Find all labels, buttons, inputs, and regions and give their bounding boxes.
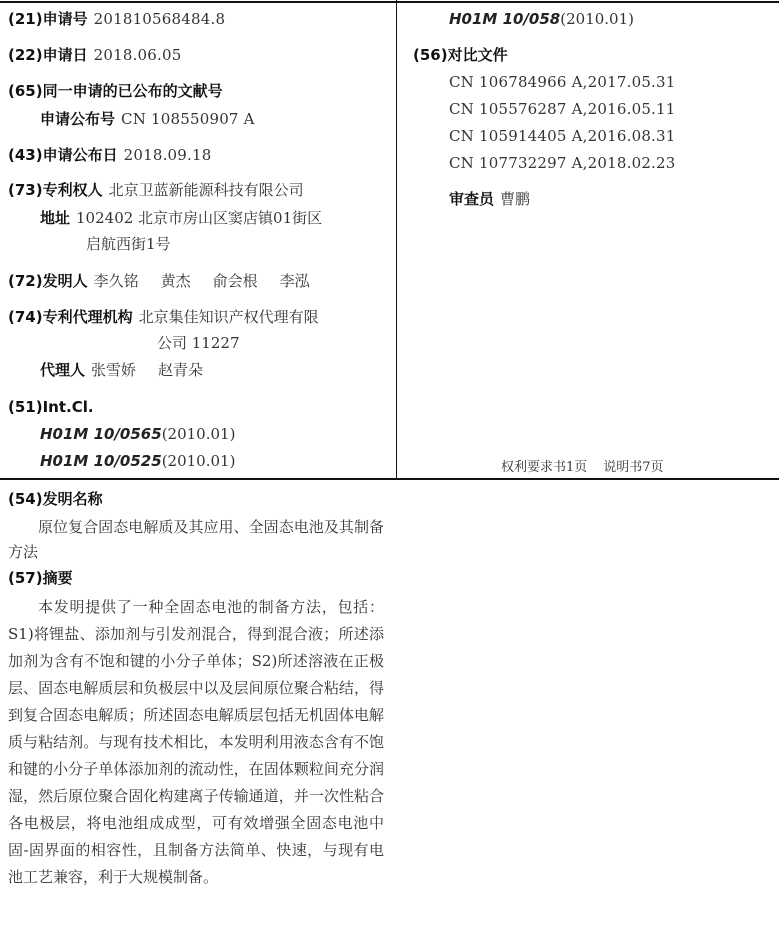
application-number-label: (21)申请号: [8, 10, 88, 28]
address-label: 地址: [40, 209, 71, 227]
inventor-name: 李泓: [279, 272, 310, 290]
address: [40, 208, 322, 228]
invention-title-heading: [8, 489, 103, 509]
patentee-value: 北京卫蓝新能源科技有限公司: [108, 181, 304, 199]
cited-references-label: (56)对比文件: [413, 46, 508, 64]
same-application-label: (65)同一申请的已公布的文献号: [8, 82, 223, 100]
abstract-text: 本发明提供了一种全固态电池的制备方法，包括：S1)将锂盐、添加剂与引发剂混合，得到混合液；所述添加剂为含有不饱和键的小分子单体；S2)所述溶液在正极层、固态电解质层和负极层中以及层间原位聚合粘结，得到复合固态电解质；所述固态电解质层包括无机固体电解质与粘结剂。与现有技术相比，本发明利用液态含有不饱和键的小分子单体添加剂的流动性，在固体颗粒间充分润湿，然后原位聚合固化构建离子传输通道，并一次性粘合各电极层，将电池组成成型，可有效增强全固态电池中固-固界面的相容性，且制备方法简单、快速，与现有电池工艺兼容，利于大规模制备。: [8, 598, 384, 886]
ipc-date: (2010.01): [161, 425, 236, 443]
ipc-date: (2010.01): [560, 10, 634, 28]
column-divider: [396, 0, 397, 479]
patentee-label: (73)专利权人: [8, 181, 103, 199]
abstract-heading: [8, 568, 73, 588]
ipc-date: (2010.01): [161, 452, 236, 470]
examiner: [449, 189, 530, 209]
application-date-value: 2018.06.05: [93, 46, 182, 64]
section-divider: [0, 478, 779, 480]
reference-item: CN 106784966 A,2017.05.31: [449, 73, 676, 91]
int-cl-label: (51)Int.Cl.: [8, 398, 94, 416]
ipc-code: H01M 10/0565: [40, 425, 162, 443]
cited-references: [413, 45, 508, 65]
reference-item: CN 107732297 A,2018.02.23: [449, 154, 676, 172]
patentee: [8, 180, 304, 200]
agent-name: 张雪娇: [91, 361, 137, 379]
page-counts: [501, 456, 664, 475]
inventor-name: 黄杰: [160, 272, 191, 290]
publication-date-label: (43)申请公布日: [8, 146, 118, 164]
inventor-name: 李久铭: [93, 272, 139, 290]
reference-item: CN 105914405 A,2016.08.31: [449, 127, 676, 145]
reference-item: CN 105576287 A,2016.05.11: [449, 100, 676, 118]
int-cl-item: [40, 424, 235, 444]
address-value-line1: 102402 北京市房山区窦店镇01街区: [76, 209, 323, 227]
inventor-name: 俞会根: [212, 272, 258, 290]
application-date-label: (22)申请日: [8, 46, 88, 64]
int-cl-item: [40, 451, 235, 471]
publication-date-value: 2018.09.18: [123, 146, 212, 164]
patent-agency-label: (74)专利代理机构: [8, 308, 133, 326]
invention-title-label: (54)发明名称: [8, 490, 103, 508]
application-number: [8, 9, 225, 29]
address-value-line2: 启航西街1号: [86, 235, 171, 253]
int-cl: [8, 397, 94, 417]
agents-label: 代理人: [40, 361, 86, 379]
top-divider: [0, 1, 779, 3]
patent-agency-value-line2: 公司 11227: [157, 334, 240, 352]
examiner-name: 曹鹏: [500, 190, 531, 208]
patent-agency-value-line1: 北京集佳知识产权代理有限: [138, 308, 319, 326]
top-ipc: [449, 9, 634, 29]
agents: [40, 360, 203, 380]
examiner-label: 审查员: [449, 190, 495, 208]
publication-number: [40, 109, 255, 129]
claims-pages: 权利要求书1页: [501, 460, 588, 475]
patent-agency: [8, 307, 319, 327]
description-pages: 说明书7页: [603, 460, 664, 475]
application-date: [8, 45, 181, 65]
inventors: [8, 271, 310, 291]
patent-agency-line2: [157, 333, 240, 353]
agent-name: 赵青朵: [158, 361, 204, 379]
publication-number-label: 申请公布号: [40, 110, 116, 128]
abstract-label: (57)摘要: [8, 569, 73, 587]
invention-title: 原位复合固态电解质及其应用、全固态电池及其制备方法: [8, 518, 384, 561]
same-application-pub: [8, 81, 223, 101]
inventors-label: (72)发明人: [8, 272, 88, 290]
publication-date: [8, 145, 211, 165]
application-number-value: 201810568484.8: [93, 10, 226, 28]
publication-number-value: CN 108550907 A: [121, 110, 255, 128]
ipc-code: H01M 10/0525: [40, 452, 162, 470]
address-line2: [86, 234, 171, 254]
ipc-code: H01M 10/058: [449, 10, 561, 28]
